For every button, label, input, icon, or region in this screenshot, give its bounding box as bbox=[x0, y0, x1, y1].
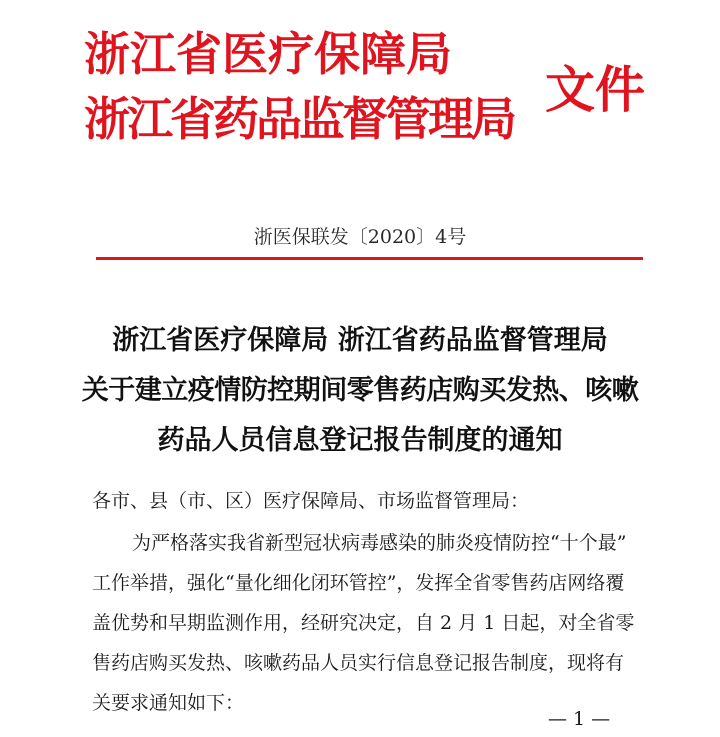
salutation: 各市、县（市、区）医疗保障局、市场监督管理局： bbox=[92, 490, 530, 512]
document-word: 文件 bbox=[545, 61, 645, 119]
red-divider-line bbox=[96, 257, 643, 260]
document-number: 浙医保联发〔2020〕4号 bbox=[253, 226, 467, 248]
paragraph-line: 售药店购买发热、咳嗽药品人员实行信息登记报告制度，现将有 bbox=[92, 652, 625, 674]
issuer-line-medical-security: 浙江省医疗保障局 bbox=[84, 27, 452, 81]
issuer-line-drug-administration: 浙江省药品监督管理局 bbox=[84, 92, 514, 146]
paragraph-line: 关要求通知如下： bbox=[92, 692, 245, 714]
paragraph-line: 为严格落实我省新型冠状病毒感染的肺炎疫情防控“十个最” bbox=[132, 532, 627, 554]
paragraph-line: 工作举措，强化“量化细化闭环管控”，发挥全省零售药店网络覆 bbox=[92, 572, 625, 594]
paragraph-line: 盖优势和早期监测作用，经研究决定，自 2 月 1 日起，对全省零 bbox=[92, 612, 635, 634]
page-number: — 1 — bbox=[548, 708, 611, 730]
notice-title-line-1: 浙江省医疗保障局 浙江省药品监督管理局 bbox=[112, 325, 608, 356]
notice-title-line-2: 关于建立疫情防控期间零售药店购买发热、咳嗽 bbox=[81, 375, 639, 406]
notice-title-line-3: 药品人员信息登记报告制度的通知 bbox=[157, 425, 563, 456]
